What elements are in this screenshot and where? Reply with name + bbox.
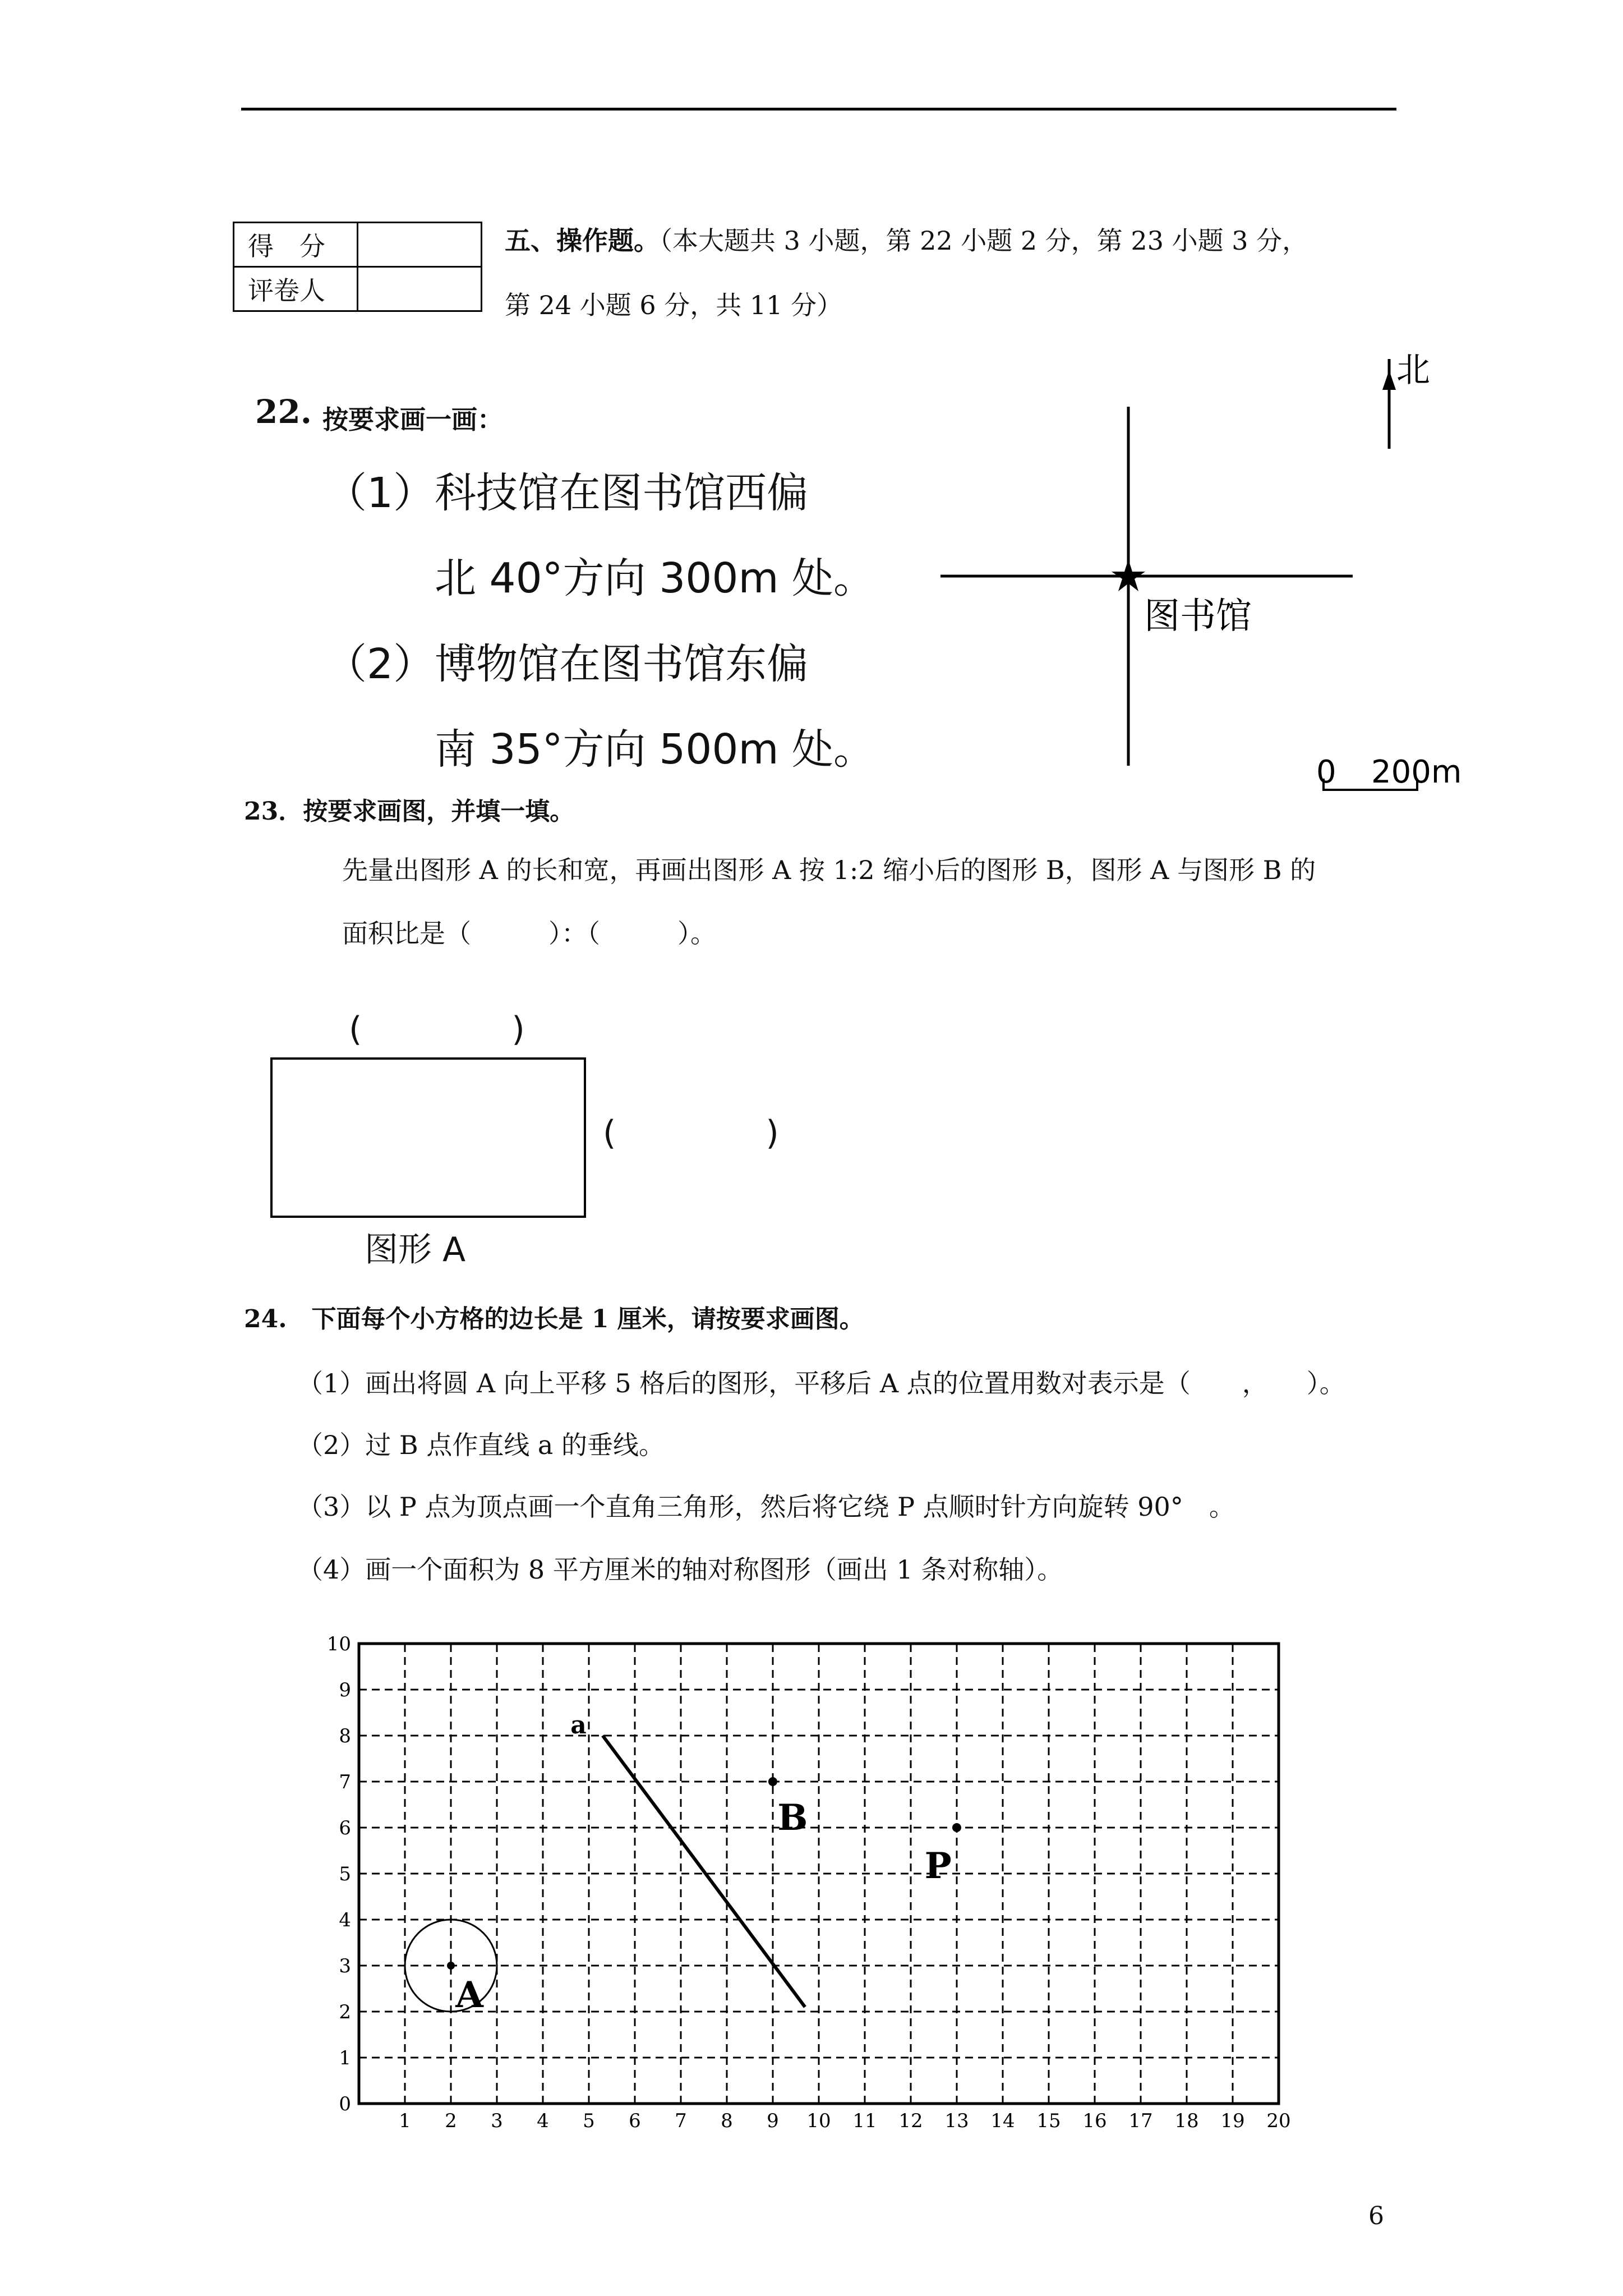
x-tick-label: 12 (898, 2110, 923, 2132)
y-tick-label: 5 (339, 1863, 351, 1885)
x-tick-label: 5 (583, 2110, 595, 2132)
north-label: 北 (1396, 351, 1430, 390)
y-tick-label: 7 (339, 1771, 351, 1793)
shape-a-label-wrap (365, 1223, 533, 1269)
q24-heading: 24. 下面每个小方格的边长是 1 厘米，请按要求画图。 (244, 1305, 864, 1333)
q22-heading: 按要求画一画： (322, 404, 503, 435)
point-p (952, 1823, 961, 1832)
x-tick-label: 15 (1036, 2110, 1061, 2132)
circle-a-label: A (455, 1973, 483, 2016)
x-tick-label: 9 (767, 2110, 779, 2132)
q22-item1-line1: （1）科技馆在图书馆西偏 (325, 469, 809, 517)
library-label: 图书馆 (1144, 596, 1252, 637)
x-tick-label: 14 (990, 2110, 1015, 2132)
coordinate-grid (314, 1599, 1312, 2132)
x-tick-label: 16 (1082, 2110, 1107, 2132)
scale-distance: 200m (1371, 754, 1462, 790)
section-heading (505, 209, 1413, 338)
q22-item1-line2: 北 40°方向 300m 处。 (435, 554, 875, 602)
y-tick-label: 1 (339, 2047, 351, 2069)
x-tick-label: 6 (629, 2110, 641, 2132)
shape-a-label: 图形 A (365, 1230, 466, 1269)
x-tick-label: 17 (1128, 2110, 1153, 2132)
line-a-label: a (570, 1711, 587, 1740)
x-tick-label: 19 (1220, 2110, 1245, 2132)
q23-text-line2: 面积比是（ ）：（ ）。 (342, 918, 716, 949)
point-b-label: B (777, 1797, 808, 1839)
shape-a-rectangle (270, 1057, 586, 1218)
point-b (768, 1777, 777, 1786)
y-tick-label: 10 (326, 1633, 351, 1655)
header-rule (241, 108, 1396, 111)
y-tick-label: 6 (339, 1817, 351, 1839)
y-tick-label: 2 (339, 2001, 351, 2023)
x-tick-label: 13 (944, 2110, 969, 2132)
x-tick-label: 4 (537, 2110, 549, 2132)
q23-side-blank: ( ) (603, 1114, 779, 1153)
section-title: 五、操作题。 (505, 226, 660, 256)
y-tick-label: 8 (339, 1725, 351, 1747)
x-tick-label: 20 (1266, 2110, 1291, 2132)
q24-item1: （1）画出将圆 A 向上平移 5 格后的图形，平移后 A 点的位置用数对表示是（ ， ）。 (297, 1368, 1345, 1398)
scale-zero: 0 (1316, 754, 1336, 790)
x-tick-label: 8 (721, 2110, 733, 2132)
grader-value-cell (358, 267, 482, 311)
compass-diagram (909, 348, 1447, 813)
x-tick-label: 10 (806, 2110, 831, 2132)
score-label: 得 分 (234, 223, 358, 267)
y-tick-label: 4 (339, 1909, 351, 1931)
grader-label: 评卷人 (234, 267, 358, 311)
x-tick-label: 3 (491, 2110, 503, 2132)
q24-item4: （4）画一个面积为 8 平方厘米的轴对称图形（画出 1 条对称轴）。 (297, 1554, 1063, 1585)
x-tick-label: 2 (445, 2110, 457, 2132)
y-tick-label: 0 (339, 2093, 351, 2115)
q22-items (325, 449, 875, 774)
page-number: 6 (1368, 2202, 1384, 2230)
q23-text-line1: 先量出图形 A 的长和宽，再画出图形 A 按 1:2 缩小后的图形 B，图形 A 与图形 B 的 (342, 855, 1316, 885)
section-line2: 第 24 小题 6 分，共 11 分） (505, 290, 843, 320)
scale-bar (1315, 746, 1495, 795)
score-value-cell (358, 223, 482, 267)
q23-heading: 23．按要求画图，并填一填。 (244, 797, 575, 826)
x-tick-label: 1 (399, 2110, 411, 2132)
q22-number: 22. (255, 393, 312, 431)
y-tick-label: 3 (339, 1955, 351, 1977)
q22-item2-line2: 南 35°方向 500m 处。 (435, 725, 875, 774)
q23-top-blank: ( ) (349, 1010, 525, 1049)
y-tick-label: 9 (339, 1679, 351, 1701)
circle-a-center (447, 1962, 455, 1970)
q24-item3: （3）以 P 点为顶点画一个直角三角形，然后将它绕 P 点顺时针方向旋转 90° 。 (297, 1492, 1235, 1522)
q22-item2-line1: （2）博物馆在图书馆东偏 (325, 640, 809, 688)
north-arrow-icon (1382, 370, 1396, 390)
x-tick-label: 7 (675, 2110, 687, 2132)
section-line1: （本大题共 3 小题，第 22 小题 2 分，第 23 小题 3 分， (660, 226, 1308, 256)
x-tick-label: 18 (1174, 2110, 1199, 2132)
point-p-label: P (924, 1845, 952, 1888)
score-table (233, 222, 482, 312)
q24-item2: （2）过 B 点作直线 a 的垂线。 (297, 1430, 665, 1460)
x-tick-label: 11 (852, 2110, 877, 2132)
